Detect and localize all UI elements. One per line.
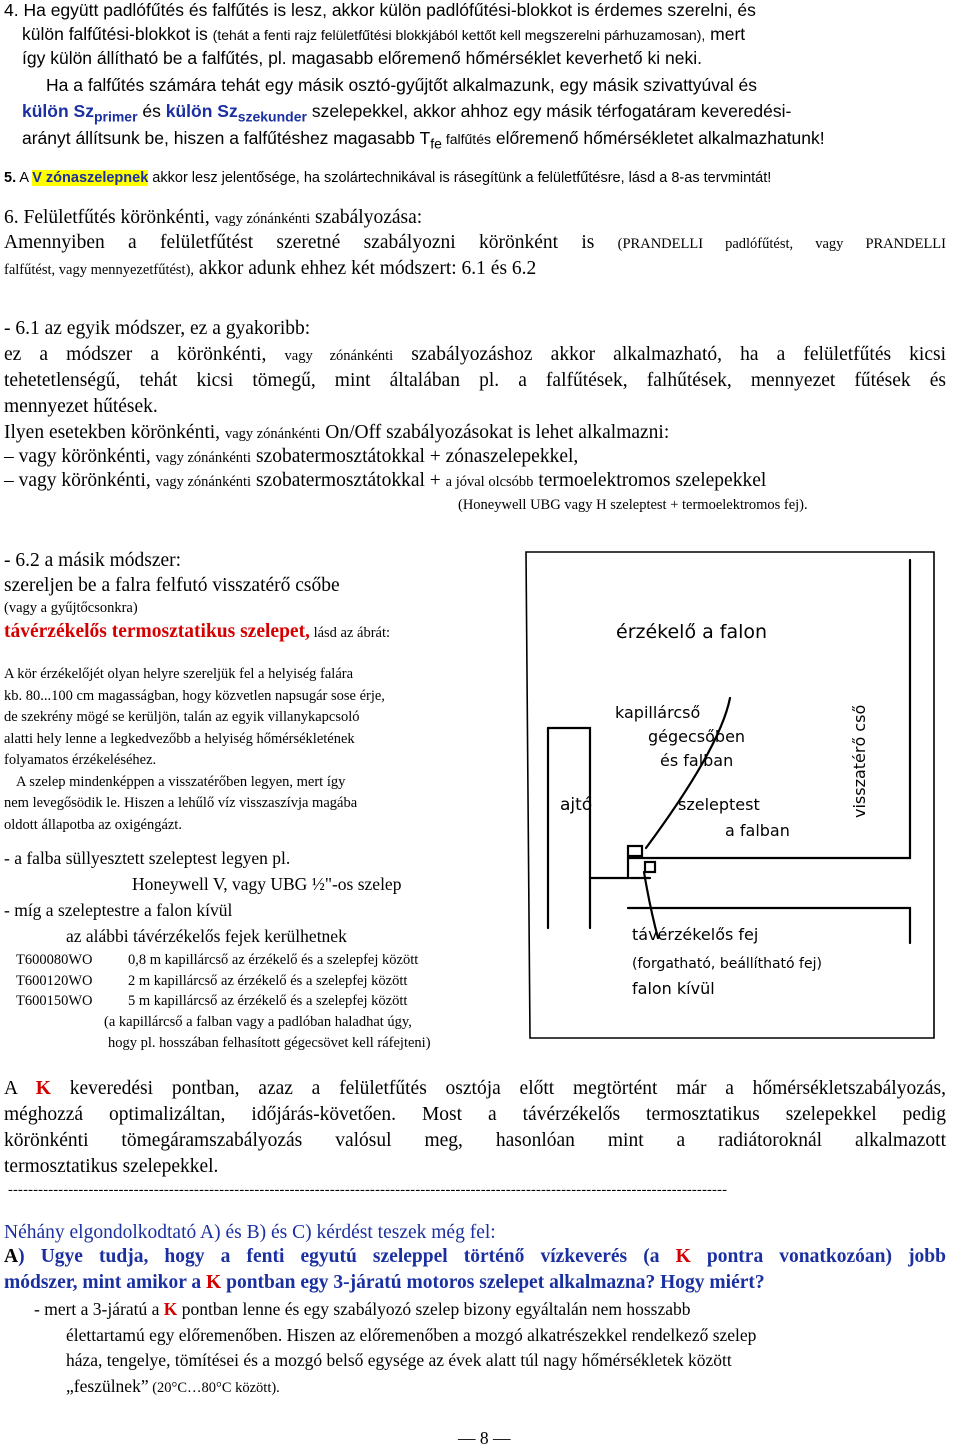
ans-l2: élettartamú egy előremenőben. Hiszen az előremenőben a mozgó alkatrészekkel rendelkező szelep [66, 1324, 757, 1345]
sz-szekunder-label: külön Sz [165, 101, 238, 121]
s5-a: A [16, 170, 33, 186]
s61-l5-c: szobatermosztátokkal + zónaszelepekkel, [251, 446, 579, 467]
head-row [16, 950, 418, 971]
s62-p8: oldott állapotba az oxigéngázt. [4, 816, 182, 833]
s62-p2: kb. 80...100 cm magasságban, hogy közvetlen napsugár sose érje, [4, 687, 385, 704]
fig-label-rotatable: (forgatható, beállítható fej) [632, 956, 822, 972]
s62-q4: az alábbi távérzékelős fejek kerülhetnek [66, 926, 347, 946]
s62-sensor-paragraph [4, 664, 385, 836]
head-desc: 5 m kapillárcső az érzékelő és a szelepfej között [128, 993, 408, 1009]
head-code: T600150WO [16, 993, 93, 1009]
s4-l6-a: arányt állítsunk be, hiszen a falfűtéshez magasabb T [22, 128, 431, 148]
s4-line-2 [22, 24, 745, 45]
qa-l2-a: módszer, mint amikor a [4, 1272, 207, 1293]
s6-p1-c: falfűtést, vagy mennyezetfűtést), [4, 262, 195, 278]
ans-l1-a: - mert a 3-járatú a [34, 1299, 164, 1319]
ans-l4-a: „feszülnek” [66, 1375, 149, 1396]
s5-rest: akkor lesz jelentősége, ha szolártechnikával is rásegítünk a felületfűtésre, lásd a 8-as tervmintát! [148, 170, 772, 186]
s61-l6 [4, 470, 766, 492]
s61-l2 [4, 370, 946, 392]
s4-l6-b: falfűtés [441, 131, 491, 147]
separator-dashes: ----------------------------------------------------------------------------------------------------------------------------------------------- [8, 1182, 728, 1198]
s6-p1-d: akkor adunk ehhez két módszert: 6.1 és 6.2 [194, 258, 537, 279]
s61-l3: mennyezet hűtések. [4, 396, 158, 417]
answer-a [34, 1297, 756, 1401]
fig-label-in-wall: és falban [660, 751, 734, 770]
s62-l3 [4, 621, 390, 643]
section-6-p1 [4, 232, 946, 254]
head-code: T600080WO [16, 952, 93, 968]
s61-l1-b: vagy zónánkénti [284, 348, 394, 364]
fig-label-valve-in-wall: a falban [725, 821, 790, 840]
s61-l6-d: a jóval olcsóbb [445, 474, 534, 490]
k-l4: termosztatikus szelepekkel. [4, 1156, 219, 1177]
s4-line-1: 4. Ha együtt padlófűtés és falfűtés is lesz, akkor külön padlófűtési-blokkot is érdemes szerelni, és [4, 0, 756, 20]
s4-line-3: így külön állítható be a falfűtés, pl. magasabb előremenő hőmérséklet keverhető ki neki. [22, 48, 702, 68]
head-row [16, 991, 418, 1012]
s61-l6-b: vagy zónánkénti [155, 474, 252, 490]
head-row [16, 971, 418, 992]
s4-l6-sub: fe [430, 135, 442, 152]
k-l1-a: A [4, 1078, 36, 1099]
qa-l2-b: pontban egy 3-járatú motoros szelepet alkalmazna? Hogy miért? [221, 1272, 765, 1293]
s62-l2: (vagy a gyűjtőcsonkra) [4, 600, 138, 616]
s62-l3-red: távérzékelős termosztatikus szelepet, [4, 621, 310, 642]
s62-q3: - míg a szeleptestre a falon kívül [4, 900, 233, 920]
k-l3: körönkénti tömegáramszabályozás valósul meg, hasonlóan mint a radiátoroknál alkalmazott [4, 1130, 946, 1151]
qa-l2 [4, 1272, 765, 1294]
s4-line-6 [22, 128, 825, 152]
sz-primer-label: külön Sz [22, 101, 94, 121]
s6-p1-b: (PRANDELLI padlófűtést, vagy PRANDELLI [617, 236, 946, 252]
s62-p7: nem levegősödik le. Hiszen a lehűlő víz visszaszívja magába [4, 795, 358, 811]
s62-l1: szereljen be a falra felfutó visszatérő csőbe [4, 575, 340, 596]
s62-p3: de szekrény mögé se kerüljön, talán az egyik villanykapcsoló [4, 709, 360, 725]
v-zonaszelep-highlight: V zónaszelepnek [32, 170, 149, 186]
fig-label-outside-wall: falon kívül [632, 979, 715, 998]
qa-k2: K [206, 1272, 222, 1293]
k-l1 [4, 1076, 946, 1102]
s61-l5-b: vagy zónánkénti [155, 450, 252, 466]
k-point-label: K [35, 1078, 51, 1099]
s61-l4-a: Ilyen esetekben körönkénti, [4, 422, 225, 443]
head-desc: 0,8 m kapillárcső az érzékelő és a szelepfej között [128, 952, 419, 968]
fig-label-door: ajtó [560, 795, 593, 815]
s61-l1-c: szabályozáshoz akkor alkalmazható, ha a felületfűtés kicsi [393, 344, 946, 365]
section-5 [4, 170, 771, 186]
s4-l2-a: külön falfűtési-blokkot is [22, 24, 208, 44]
fig-label-valve-body: szeleptest [678, 795, 760, 814]
s61-l7: (Honeywell UBG vagy H szeleptest + termoelektromos fej). [458, 497, 808, 513]
head-code: T600120WO [16, 972, 93, 989]
s61-l6-a: – vagy körönkénti, [4, 470, 156, 491]
ans-l4 [34, 1374, 756, 1402]
ans-l1 [34, 1297, 756, 1323]
s4-line-5 [22, 101, 791, 125]
ans-l4-b: (20°C…80°C között). [148, 1379, 280, 1396]
s4-l5-and: és [137, 101, 166, 121]
qa-l1-b: ) Ugye tudja, hogy a fenti egyutú szeleppel történő vízkeverés (a [18, 1246, 676, 1267]
s62-title: - 6.2 a másik módszer: [4, 550, 182, 571]
k-l1-b: keveredési pontban, azaz a felületfűtés osztója előtt megtörtént már a hőmérsékletszabályozás, [50, 1078, 946, 1099]
s62-p4: alatti hely lenne a legkedvezőbb a helyiség hőmérsékletének [4, 730, 355, 747]
s4-l2-b: (tehát a fenti rajz felületfűtési blokkjából kettőt kell megszerelni párhuzamosan), [212, 27, 706, 43]
ans-l3: háza, tengelye, tömítései és a mozgó belső egysége az évek alatt túl nagy hőmérsékletek között [66, 1350, 732, 1370]
k-paragraph [4, 1076, 946, 1180]
questions-intro: Néhány elgondolkodtató A) és B) és C) kérdést teszek még fel: [4, 1222, 496, 1243]
s62-note1: (a kapillárcső a falban vagy a padlóban haladhat úgy, [104, 1014, 412, 1030]
fig-label-conduit: gégecsőben [648, 727, 746, 746]
s62-q1: - a falba süllyesztett szeleptest legyen pl. [4, 848, 291, 868]
s61-l1-a: ez a módszer a körönkénti, [4, 344, 285, 365]
s4-l2-c: mert [710, 24, 746, 44]
s6-title-a: 6. Felületfűtés körönkénti, [4, 207, 215, 228]
s4-l5-rest: szelepekkel, akkor ahhoz egy másik térfogatáram keveredési- [306, 101, 792, 121]
head-table [16, 950, 418, 1012]
s6-title-b: vagy zónánkénti [214, 211, 311, 227]
s6-title-c: szabályozása: [310, 207, 423, 228]
qa-l1 [4, 1246, 946, 1268]
installation-sketch [520, 548, 940, 1048]
s61-l1 [4, 344, 946, 366]
k-l2: méghozzá optimalizáltan, időjárás-követően. Most a távérzékelős termosztatikus szelepekkel pedig [4, 1104, 946, 1125]
s61-l4-c: On/Off szabályozásokat is lehet alkalmazni: [320, 422, 670, 443]
s61-title: - 6.1 az egyik módszer, ez a gyakoribb: [4, 318, 311, 339]
s62-p1: A kör érzékelőjét olyan helyre szereljük fel a helyiség falára [4, 666, 354, 682]
sz-szekunder-sub: szekunder [237, 108, 307, 125]
s62-note2: hogy pl. hosszában felhasított gégecsövet kell ráfejteni) [108, 1035, 431, 1051]
qa-k1: K [675, 1246, 691, 1267]
question-a [4, 1246, 946, 1268]
s62-l3-b: lásd az ábrát: [309, 625, 391, 641]
s61-l4 [4, 422, 669, 444]
qa-l1-c: pontra vonatkozóan) jobb [690, 1246, 947, 1267]
s61-l5 [4, 446, 578, 468]
s4-l6-c: előremenő hőmérsékletet alkalmazhatunk! [490, 128, 825, 148]
s61-l2-text: tehetetlenségű, tehát kicsi tömegű, mint általában pl. a falfűtések, falhűtések, mennyezet fűtések és [4, 370, 946, 391]
s5-num: 5. [4, 170, 17, 186]
s62-p6: A szelep mindenképpen a visszatérőben legyen, mert így [16, 773, 346, 790]
s6-p1-a: Amennyiben a felületfűtést szeretné szabályozni körönként is [4, 232, 618, 253]
qa-letter: A [4, 1246, 19, 1267]
s61-l6-c: szobatermosztátokkal + [251, 470, 446, 491]
s62-p5: folyamatos érzékeléséhez. [4, 752, 157, 768]
s4-line-4: Ha a falfűtés számára tehát egy másik osztó-gyűjtőt alkalmazunk, egy másik szivattyúval és [46, 75, 757, 95]
fig-label-return-pipe: visszatérő cső [850, 704, 869, 818]
ans-k: K [163, 1299, 178, 1319]
s61-l5-a: – vagy körönkénti, [4, 446, 156, 467]
fig-label-remote-head: távérzékelős fej [632, 925, 759, 944]
s62-q2: Honeywell V, vagy UBG ½"-os szelep [132, 874, 402, 894]
head-desc: 2 m kapillárcső az érzékelő és a szelepfej között [128, 972, 408, 989]
fig-label-sensor: érzékelő a falon [616, 621, 768, 643]
sz-primer-sub: primer [93, 108, 138, 125]
s61-l6-e: termoelektromos szelepekkel [533, 470, 767, 491]
s6-p1-line2 [4, 258, 536, 280]
fig-label-capillary: kapillárcső [615, 703, 701, 722]
s61-l4-b: vagy zónánkénti [224, 426, 321, 442]
s6-p1-line1 [4, 232, 946, 254]
ans-l1-b: pontban lenne és egy szabályozó szelep bizony egyáltalán nem hosszabb [177, 1299, 691, 1319]
page-number: — 8 — [458, 1428, 511, 1448]
section-6-title [4, 207, 422, 229]
